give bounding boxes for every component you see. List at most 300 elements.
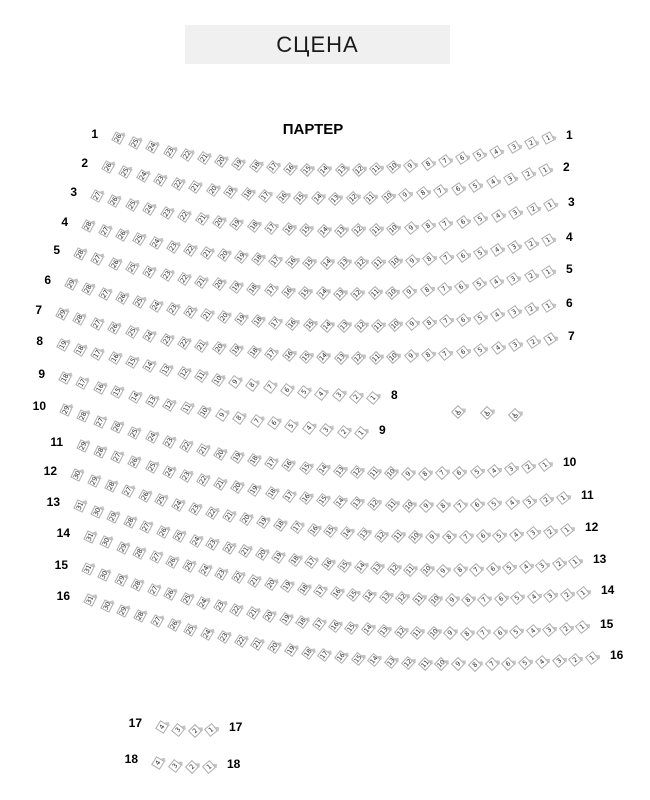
seat[interactable]: 7	[250, 414, 264, 428]
seat[interactable]: 3	[551, 654, 565, 668]
seat[interactable]: 30	[101, 600, 113, 611]
seat[interactable]: 9	[419, 499, 433, 513]
seat[interactable]: 17	[265, 222, 277, 234]
seat[interactable]: 11	[181, 402, 193, 414]
seat[interactable]: 6	[501, 657, 515, 671]
seat[interactable]: 1	[541, 265, 555, 279]
seat[interactable]: 27	[122, 485, 134, 497]
seat[interactable]: 29	[88, 475, 100, 486]
seat[interactable]: 2	[524, 237, 538, 251]
seat[interactable]: 27	[91, 318, 103, 330]
seat[interactable]: 11	[372, 257, 384, 269]
seat[interactable]: 5	[297, 385, 311, 399]
seat[interactable]: 17	[265, 348, 277, 360]
seat[interactable]: 1	[560, 523, 574, 537]
seat[interactable]: 20	[213, 216, 225, 228]
seat[interactable]: 3	[542, 623, 556, 637]
seat[interactable]: 31	[82, 563, 94, 575]
seat[interactable]: 24	[137, 170, 149, 182]
seat[interactable]: 30	[71, 469, 83, 481]
seat[interactable]: 11	[392, 530, 404, 542]
seat[interactable]: 5	[492, 529, 506, 543]
seat[interactable]: 16	[330, 587, 343, 599]
seat[interactable]: 21	[195, 276, 207, 288]
seat[interactable]: 28	[134, 610, 146, 622]
seat[interactable]: 11	[370, 163, 382, 175]
seat[interactable]: 15	[338, 560, 350, 572]
seat[interactable]: 4	[490, 308, 504, 322]
seat[interactable]: 26	[164, 588, 176, 600]
seat[interactable]: 13	[380, 591, 392, 603]
seat[interactable]: 2	[539, 493, 553, 507]
seat[interactable]: 20	[214, 448, 226, 460]
seat[interactable]: 7	[263, 380, 277, 394]
seat[interactable]: 22	[232, 571, 244, 583]
seat[interactable]: 16	[282, 286, 294, 298]
seat[interactable]: 26	[109, 258, 121, 269]
seat[interactable]: 11	[370, 352, 382, 364]
seat[interactable]: 26	[111, 422, 123, 433]
seat[interactable]: 19	[231, 451, 243, 463]
seat[interactable]: 4	[526, 624, 540, 638]
seat[interactable]: 2	[543, 525, 557, 539]
seat[interactable]: 21	[198, 153, 210, 164]
seat[interactable]: 29	[60, 404, 72, 416]
seat[interactable]: 6	[475, 529, 489, 543]
seat[interactable]: 11	[386, 499, 398, 511]
seat[interactable]: 12	[352, 224, 364, 237]
seat[interactable]: 7	[459, 530, 473, 544]
seat[interactable]: 16	[282, 459, 294, 471]
seat[interactable]: 9	[401, 467, 415, 481]
seat[interactable]: 3	[543, 589, 557, 603]
seat[interactable]: 13	[338, 320, 350, 332]
seat[interactable]: 17	[305, 556, 317, 568]
seat[interactable]: 2	[524, 136, 538, 150]
seat[interactable]: 10	[387, 351, 399, 363]
seat[interactable]: 14	[317, 463, 329, 475]
seat[interactable]: 16	[335, 651, 347, 663]
seat[interactable]: 17	[77, 377, 88, 389]
seat[interactable]: 10	[382, 191, 394, 203]
seat[interactable]: 17	[314, 585, 326, 597]
seat[interactable]: 10	[409, 531, 421, 543]
seat[interactable]: 16	[109, 352, 121, 364]
seat[interactable]: 10	[429, 594, 441, 606]
seat[interactable]: 8	[421, 219, 435, 233]
seat[interactable]: 14	[354, 561, 367, 573]
seat[interactable]: 6	[456, 345, 470, 359]
seat[interactable]: 9	[404, 349, 418, 363]
seat[interactable]: 15	[299, 462, 312, 473]
seat[interactable]: 29	[77, 440, 89, 452]
seat[interactable]: 28	[82, 283, 94, 295]
seat[interactable]: 14	[318, 164, 330, 176]
seat[interactable]: 1	[541, 299, 555, 313]
seat[interactable]: 15	[303, 319, 316, 331]
seat[interactable]: 5	[284, 419, 298, 433]
seat[interactable]: 14	[341, 527, 353, 539]
seat[interactable]: 5	[518, 656, 532, 670]
seat[interactable]: 18	[252, 253, 264, 265]
seat[interactable]: 24	[146, 142, 158, 153]
seat[interactable]: 21	[214, 478, 226, 490]
seat[interactable]: 31	[74, 500, 86, 512]
seat[interactable]: 8	[461, 593, 475, 607]
seat[interactable]: 14	[312, 192, 324, 204]
seat[interactable]: 8	[422, 252, 436, 266]
seat[interactable]: 6	[493, 626, 507, 640]
seat[interactable]: 25	[156, 495, 167, 506]
seat[interactable]: 16	[284, 163, 296, 175]
seat[interactable]: 8	[420, 283, 434, 297]
seat[interactable]: 17	[313, 618, 325, 630]
seat[interactable]: 15	[352, 653, 364, 665]
seat[interactable]: 1	[541, 131, 555, 145]
seat[interactable]: 25	[146, 461, 157, 473]
seat[interactable]: 2	[524, 269, 538, 283]
seat[interactable]: 16	[321, 558, 334, 570]
seat[interactable]: 27	[140, 522, 152, 533]
seat[interactable]: 19	[248, 484, 260, 496]
seat[interactable]: 5	[470, 465, 484, 479]
seat[interactable]: 2	[349, 390, 363, 404]
seat[interactable]: 8	[245, 378, 259, 392]
seat[interactable]: 8	[232, 411, 246, 425]
wheelchair-seat[interactable]: ♿	[452, 406, 464, 418]
seat[interactable]: 29	[56, 308, 68, 320]
seat[interactable]: 13	[338, 257, 350, 269]
seat[interactable]: 11	[195, 371, 207, 382]
seat[interactable]: 3	[507, 240, 521, 254]
seat[interactable]: 12	[355, 257, 367, 269]
seat[interactable]: 9	[228, 375, 242, 389]
seat[interactable]: 26	[157, 526, 168, 538]
seat[interactable]: 12	[351, 288, 363, 300]
seat[interactable]: 20	[265, 578, 277, 589]
seat[interactable]: 14	[334, 496, 346, 508]
seat[interactable]: 14	[362, 623, 374, 635]
seat[interactable]: 12	[347, 192, 359, 204]
seat[interactable]: 22	[184, 306, 196, 318]
seat[interactable]: 22	[172, 178, 184, 190]
seat[interactable]: 19	[272, 551, 284, 563]
seat[interactable]: 12	[395, 626, 407, 638]
seat[interactable]: 6	[267, 416, 281, 430]
seat[interactable]: 11	[364, 192, 376, 204]
seat[interactable]: 4	[509, 528, 523, 542]
seat[interactable]: 9	[215, 408, 229, 422]
seat[interactable]: 21	[201, 309, 213, 321]
seat[interactable]: 19	[257, 516, 269, 528]
seat[interactable]: 21	[239, 545, 251, 557]
seat[interactable]: 6	[455, 152, 469, 166]
seat[interactable]: 19	[230, 218, 242, 230]
seat[interactable]: 18	[242, 188, 254, 200]
seat[interactable]: 26	[109, 195, 120, 207]
seat[interactable]: 4	[151, 756, 165, 770]
seat[interactable]: 25	[129, 137, 141, 149]
seat[interactable]: 19	[230, 281, 242, 293]
seat[interactable]: 21	[197, 444, 209, 456]
seat[interactable]: 2	[558, 622, 572, 636]
seat[interactable]: 14	[320, 257, 333, 269]
seat[interactable]: 5	[473, 246, 487, 260]
seat[interactable]: 7	[453, 499, 467, 513]
seat[interactable]: 29	[107, 511, 119, 523]
seat[interactable]: 1	[202, 760, 216, 774]
seat[interactable]: 20	[215, 155, 227, 167]
seat[interactable]: 3	[332, 388, 346, 402]
seat[interactable]: 15	[303, 257, 316, 269]
seat[interactable]: 21	[248, 575, 260, 586]
seat[interactable]: 4	[527, 590, 541, 604]
seat[interactable]: 15	[294, 192, 306, 204]
seat[interactable]: 15	[111, 387, 123, 398]
seat[interactable]: 7	[438, 154, 452, 168]
seat[interactable]: 8	[442, 530, 456, 544]
seat[interactable]: 25	[126, 262, 138, 274]
seat[interactable]: 23	[154, 174, 166, 186]
seat[interactable]: 22	[230, 604, 242, 616]
seat[interactable]: 10	[387, 161, 399, 174]
seat[interactable]: 2	[526, 335, 540, 349]
seat[interactable]: 28	[77, 410, 89, 422]
seat[interactable]: 30	[101, 537, 112, 548]
seat[interactable]: 17	[265, 284, 277, 296]
seat[interactable]: 26	[166, 556, 178, 568]
seat[interactable]: 9	[436, 563, 450, 577]
seat[interactable]: 7	[439, 314, 453, 328]
seat[interactable]: 13	[146, 395, 158, 407]
seat[interactable]: 21	[251, 638, 263, 650]
seat[interactable]: 26	[116, 229, 128, 241]
seat[interactable]: 10	[212, 374, 224, 385]
seat[interactable]: 29	[65, 278, 77, 290]
seat[interactable]: 18	[248, 454, 260, 466]
seat[interactable]: 17	[283, 490, 295, 502]
seat[interactable]: 28	[74, 313, 85, 325]
seat[interactable]: 2	[521, 168, 535, 182]
seat[interactable]: 4	[505, 496, 519, 510]
seat[interactable]: 28	[94, 446, 106, 457]
seat[interactable]: 19	[230, 344, 242, 356]
seat[interactable]: 7	[439, 251, 453, 265]
seat[interactable]: 19	[232, 158, 244, 170]
seat[interactable]: 27	[99, 288, 111, 299]
seat[interactable]: 15	[301, 164, 313, 176]
seat[interactable]: 27	[150, 552, 162, 563]
seat[interactable]: 16	[283, 223, 295, 235]
seat[interactable]: 22	[197, 474, 209, 486]
seat[interactable]: 2	[524, 302, 538, 316]
seat[interactable]: 8	[421, 157, 435, 171]
seat[interactable]: 5	[473, 212, 487, 226]
seat[interactable]: 13	[358, 528, 370, 540]
seat[interactable]: 22	[181, 149, 193, 161]
seat[interactable]: 24	[197, 597, 209, 608]
seat[interactable]: 16	[329, 620, 341, 632]
seat[interactable]: 12	[351, 466, 363, 478]
seat[interactable]: 24	[143, 203, 155, 215]
seat[interactable]: 22	[223, 542, 234, 554]
seat[interactable]: 1	[204, 723, 218, 737]
seat[interactable]: 1	[575, 620, 589, 634]
seat[interactable]: 6	[280, 383, 294, 397]
seat[interactable]: 10	[428, 627, 440, 639]
seat[interactable]: 1	[543, 198, 557, 212]
seat[interactable]: 23	[206, 539, 218, 550]
seat[interactable]: 11	[369, 287, 381, 299]
seat[interactable]: 13	[334, 288, 346, 300]
seat[interactable]: 15	[300, 224, 312, 236]
seat[interactable]: 6	[451, 182, 465, 196]
seat[interactable]: 20	[268, 641, 280, 653]
seat[interactable]: 14	[129, 391, 141, 403]
seat[interactable]: 18	[296, 616, 308, 628]
seat[interactable]: 10	[198, 406, 210, 418]
seat[interactable]: 19	[235, 313, 247, 325]
seat[interactable]: 12	[352, 352, 364, 364]
seat[interactable]: 7	[435, 466, 449, 480]
seat[interactable]: 15	[317, 494, 329, 506]
seat[interactable]: 13	[335, 225, 347, 237]
seat[interactable]: 14	[368, 654, 380, 666]
seat[interactable]: 9	[398, 188, 412, 202]
seat[interactable]: 1	[538, 163, 552, 177]
seat[interactable]: 23	[167, 241, 179, 253]
seat[interactable]: 8	[436, 499, 450, 513]
seat[interactable]: 8	[416, 186, 430, 200]
seat[interactable]: 7	[477, 593, 491, 607]
seat[interactable]: 20	[218, 311, 230, 323]
seat[interactable]: 7	[469, 563, 483, 577]
seat[interactable]: 24	[163, 466, 175, 478]
seat[interactable]: 8	[468, 657, 482, 671]
seat[interactable]: 25	[126, 199, 138, 211]
seat[interactable]: 28	[124, 517, 135, 528]
seat[interactable]: 30	[99, 569, 110, 580]
seat[interactable]: 16	[308, 524, 320, 536]
seat[interactable]: 11	[404, 564, 416, 576]
seat[interactable]: 11	[413, 593, 425, 605]
seat[interactable]: 6	[470, 498, 484, 512]
seat[interactable]: 26	[129, 457, 140, 468]
seat[interactable]: 3	[503, 172, 517, 186]
seat[interactable]: 12	[396, 592, 408, 605]
seat[interactable]: 21	[201, 247, 213, 259]
seat[interactable]: 15	[299, 287, 311, 299]
seat[interactable]: 10	[403, 500, 415, 512]
seat[interactable]: 20	[240, 513, 252, 525]
seat[interactable]: 2	[551, 557, 565, 571]
seat[interactable]: 3	[504, 462, 518, 476]
seat[interactable]: 18	[252, 315, 264, 327]
seat[interactable]: 16	[277, 191, 289, 203]
seat[interactable]: 1	[366, 391, 380, 405]
seat[interactable]: 12	[164, 399, 175, 411]
seat[interactable]: 24	[172, 499, 184, 511]
seat[interactable]: 7	[438, 217, 452, 231]
seat[interactable]: 22	[206, 507, 218, 518]
seat[interactable]: 13	[385, 656, 397, 668]
seat[interactable]: 23	[218, 631, 230, 643]
seat[interactable]: 10	[389, 256, 401, 268]
seat[interactable]: 8	[418, 467, 432, 481]
seat[interactable]: 22	[235, 635, 247, 647]
seat[interactable]: 4	[535, 655, 549, 669]
seat[interactable]: 19	[285, 644, 297, 656]
seat[interactable]: 3	[168, 759, 182, 773]
seat[interactable]: 5	[510, 591, 524, 605]
seat[interactable]: 12	[178, 367, 190, 379]
seat[interactable]: 14	[320, 320, 333, 332]
seat[interactable]: 20	[218, 249, 230, 261]
seat[interactable]: 25	[184, 624, 196, 635]
seat[interactable]: 21	[247, 607, 259, 619]
seat[interactable]: 25	[133, 234, 145, 245]
seat[interactable]: 6	[456, 215, 470, 229]
seat[interactable]: 16	[283, 349, 295, 361]
seat[interactable]: 4	[491, 341, 505, 355]
seat[interactable]: 10	[389, 319, 401, 331]
seat[interactable]: 27	[111, 451, 123, 463]
seat[interactable]: 15	[126, 356, 138, 368]
seat[interactable]: 17	[318, 649, 330, 661]
seat[interactable]: 9	[405, 317, 419, 331]
seat[interactable]: 6	[454, 280, 468, 294]
seat[interactable]: 17	[259, 190, 271, 202]
seat[interactable]: 27	[91, 190, 103, 202]
seat[interactable]: 28	[82, 220, 94, 232]
seat[interactable]: 5	[502, 561, 516, 575]
seat[interactable]: 25	[129, 427, 140, 438]
seat[interactable]: 1	[576, 586, 590, 600]
seat[interactable]: 18	[248, 220, 260, 232]
seat[interactable]: 14	[317, 287, 329, 299]
seat[interactable]: 13	[160, 364, 172, 376]
seat[interactable]: 23	[161, 207, 173, 219]
seat[interactable]: 22	[178, 337, 190, 349]
seat[interactable]: 23	[161, 270, 173, 281]
seat[interactable]: 18	[298, 583, 310, 595]
seat[interactable]: 11	[419, 658, 431, 670]
seat[interactable]: 19	[281, 580, 293, 592]
seat[interactable]: 28	[105, 480, 117, 492]
seat[interactable]: 23	[189, 503, 201, 515]
seat[interactable]: 4	[518, 560, 532, 574]
seat[interactable]: 3	[508, 206, 522, 220]
seat[interactable]: 24	[143, 330, 155, 342]
seat[interactable]: 21	[196, 213, 208, 225]
seat[interactable]: 21	[189, 181, 201, 193]
seat[interactable]: 20	[213, 278, 225, 290]
seat[interactable]: 24	[199, 564, 211, 576]
seat[interactable]: 13	[334, 465, 346, 477]
seat[interactable]: 8	[452, 563, 466, 577]
seat[interactable]: 19	[224, 186, 236, 198]
seat[interactable]: 31	[84, 531, 96, 543]
seat[interactable]: 9	[402, 285, 416, 299]
seat[interactable]: 20	[263, 610, 275, 622]
seat[interactable]: 4	[486, 175, 500, 189]
seat[interactable]: 22	[184, 244, 196, 256]
seat[interactable]: 5	[487, 497, 501, 511]
seat[interactable]: 12	[375, 529, 387, 542]
seat[interactable]: 25	[133, 296, 145, 308]
seat[interactable]: 2	[526, 202, 540, 216]
seat[interactable]: 17	[269, 317, 281, 329]
